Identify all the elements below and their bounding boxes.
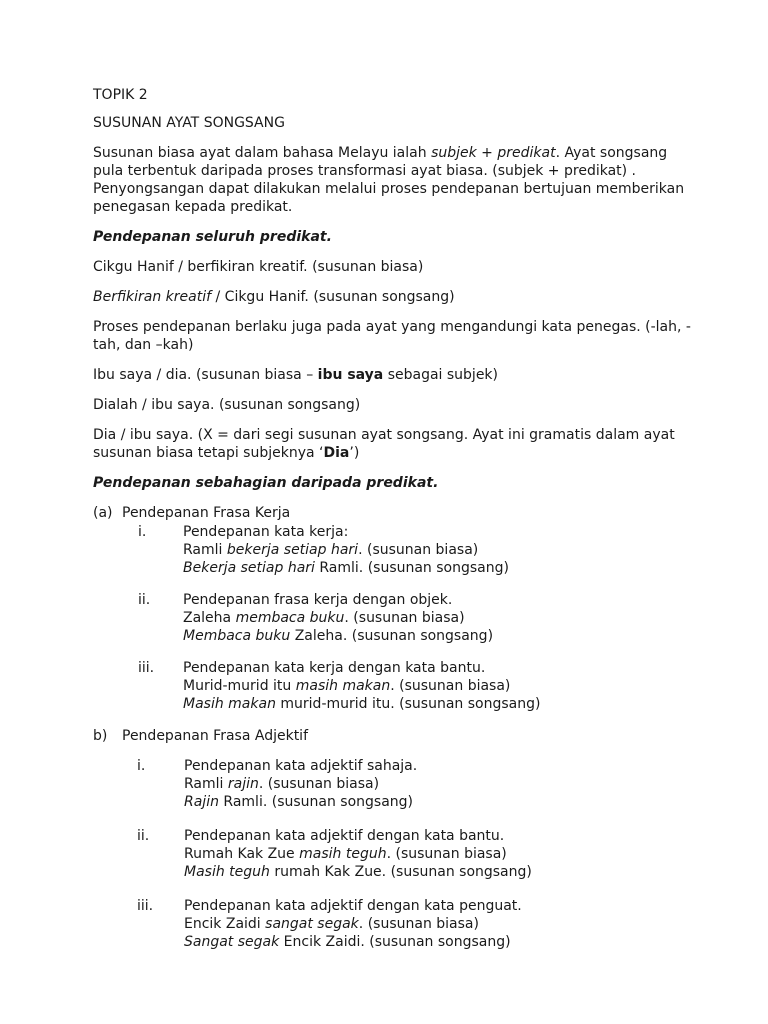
item-inverted-italic: Membaca buku [183,628,291,644]
example-inverted-1-italic: Berfikiran kreatif [93,289,212,305]
item-number: iii. [137,898,154,914]
section-b-label: b) [93,728,108,744]
item-normal-pre: Ramli [183,542,227,558]
item-number: ii. [138,592,151,608]
item-inverted-post: Ramli. (susunan songsang) [218,794,414,810]
item-inverted-post: rumah Kak Zue. (susunan songsang) [269,864,532,880]
item-normal-italic: rajin [227,776,259,792]
item-inverted [183,627,693,645]
example-note-bold: Dia [323,445,350,461]
example-note-text-1: Dia / ibu saya. (X = dari segi susunan ayat songsang. Ayat ini gramatis dalam ayat susunan biasa tetapi subjeknya ‘ [93,427,675,461]
example-note-text-2: ’) [349,445,360,461]
item-description: Pendepanan kata adjektif dengan kata penguat. [184,898,522,914]
section-b-heading [93,727,693,745]
item-inverted [183,695,693,713]
list-item [93,757,693,811]
item-normal-pre: Rumah Kak Zue [184,846,300,862]
item-description: Pendepanan kata kerja dengan kata bantu. [183,660,486,676]
section-heading-2: Pendepanan sebahagian daripada predikat. [93,475,439,491]
item-description: Pendepanan kata kerja: [183,524,349,540]
document-title: SUSUNAN AYAT SONGSANG [93,115,285,131]
item-normal [183,609,693,627]
example-normal-2-bold: ibu saya [317,367,384,383]
section-a-title: Pendepanan Frasa Kerja [122,505,291,521]
item-inverted-post: Encik Zaidi. (susunan songsang) [279,934,511,950]
item-normal-post: . (susunan biasa) [390,678,511,694]
item-inverted-italic: Sangat segak [184,934,280,950]
item-normal-post: . (susunan biasa) [358,542,479,558]
item-normal [183,541,693,559]
section-a-heading [93,504,693,522]
list-item [93,659,693,713]
example-normal-2-text-1: Ibu saya / dia. (susunan biasa – [93,367,318,383]
item-normal [184,845,693,863]
list-item [93,897,693,951]
item-normal-post: . (susunan biasa) [258,776,380,792]
item-normal-post: . (susunan biasa) [358,916,479,932]
example-inverted-2: Dialah / ibu saya. (susunan songsang) [93,397,361,413]
item-inverted [184,863,693,881]
item-inverted-italic: Masih teguh [184,864,270,880]
item-normal [184,915,693,933]
item-normal-post: . (susunan biasa) [344,610,465,626]
section-heading-1: Pendepanan seluruh predikat. [93,229,332,245]
process-paragraph: Proses pendepanan berlaku juga pada ayat yang mengandungi kata penegas. (-lah, -tah, dan –kah) [93,319,691,353]
item-description: Pendepanan kata adjektif sahaja. [184,758,418,774]
item-inverted-italic: Rajin [184,794,219,810]
item-inverted [183,559,693,577]
intro-italic: subjek + predikat [431,145,556,161]
document-page [93,86,693,965]
list-item [93,827,693,881]
example-note [93,426,693,462]
example-normal-1: Cikgu Hanif / berfikiran kreatif. (susunan biasa) [93,259,424,275]
item-normal [184,775,693,793]
item-normal-pre: Ramli [184,776,228,792]
item-number: i. [138,524,147,540]
item-normal [183,677,693,695]
example-inverted-1 [93,288,693,306]
item-inverted-italic: Bekerja setiap hari [183,560,315,576]
item-inverted [184,793,693,811]
list-item [93,523,693,577]
item-normal-pre: Zaleha [183,610,236,626]
item-description: Pendepanan frasa kerja dengan objek. [183,592,453,608]
example-normal-2 [93,366,693,384]
item-normal-italic: masih makan [295,678,391,694]
item-normal-italic: masih teguh [299,846,387,862]
item-description: Pendepanan kata adjektif dengan kata bantu. [184,828,505,844]
item-inverted-post: Zaleha. (susunan songsang) [290,628,494,644]
item-normal-pre: Encik Zaidi [184,916,266,932]
section-b [93,727,693,951]
item-inverted-italic: Masih makan [183,696,276,712]
item-normal-post: . (susunan biasa) [386,846,507,862]
intro-text-1: Susunan biasa ayat dalam bahasa Melayu ialah [93,145,432,161]
item-normal-italic: bekerja setiap hari [226,542,359,558]
item-inverted-post: Ramli. (susunan songsang) [314,560,509,576]
topic-label: TOPIK 2 [93,87,148,103]
item-normal-italic: sangat segak [265,916,359,932]
intro-paragraph [93,144,693,216]
item-normal-pre: Murid-murid itu [183,678,296,694]
item-number: iii. [138,660,155,676]
item-number: ii. [137,828,150,844]
intro-text-2: . Ayat songsang pula terbentuk daripada proses transformasi ayat biasa. (subjek + predikat) . Penyongsangan dapat dilakukan melalui proses pendepanan bertujuan memberikan penegasan kepada predikat. [93,145,685,215]
section-b-title: Pendepanan Frasa Adjektif [122,728,308,744]
item-number: i. [137,758,146,774]
item-normal-italic: membaca buku [235,610,345,626]
example-normal-2-text-2: sebagai subjek) [383,367,499,383]
example-inverted-1-text: / Cikgu Hanif. (susunan songsang) [211,289,455,305]
item-inverted-post: murid-murid itu. (susunan songsang) [275,696,541,712]
list-item [93,591,693,645]
section-a-label: (a) [93,505,113,521]
section-a [93,504,693,713]
item-inverted [184,933,693,951]
